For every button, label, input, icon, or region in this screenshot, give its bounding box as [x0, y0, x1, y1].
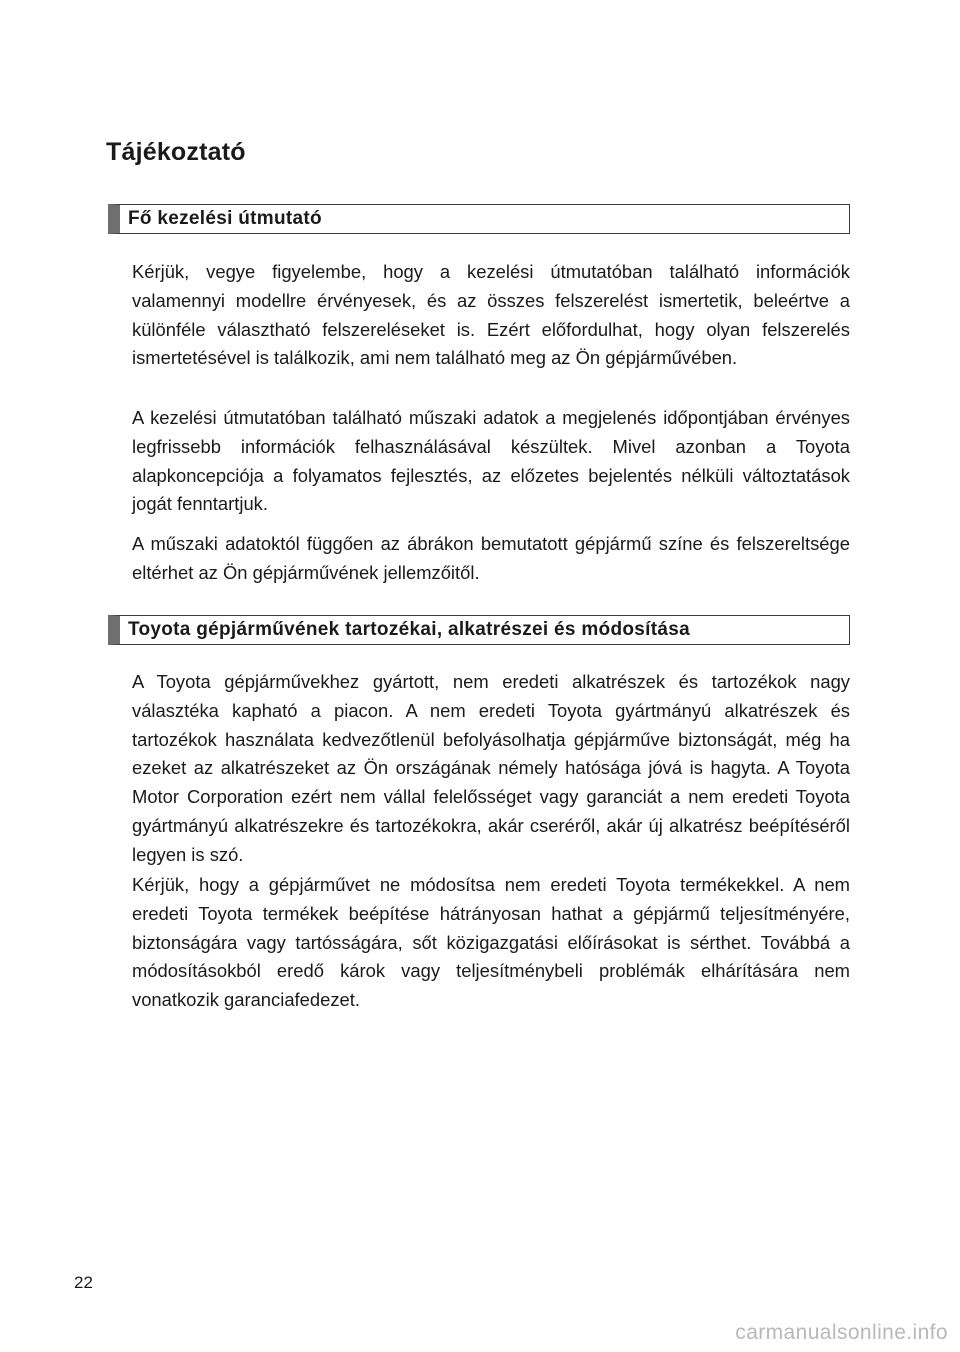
paragraph-color-equipment: A műszaki adatoktól függően az ábrákon bemutatott gépjármű színe és felszereltsége eltérhet az Ön gépjárművének jellemzőitől. [132, 533, 850, 583]
watermark: carmanualsonline.info [735, 1321, 948, 1344]
page-number: 22 [74, 1273, 93, 1292]
paragraph-non-genuine-parts: A Toyota gépjárművekhez gyártott, nem eredeti alkatrészek és tartozékok nagy választéka kapható a piacon. A nem eredeti Toyota gyártmányú alkatrészek és tartozékok használata kedvezőtlenül befolyásolhatja gépjárműve biztonságát, még ha ezeket az alkatrészeket az Ön országának némely hatósága jóvá is hagyta. A Toyota Motor Corporation ezért nem vállal felelősséget vagy garanciát a nem eredeti Toyota gyártmányú alkatrészekre és tartozékokra, akár cseréről, akár új alkatrész beépítéséről legyen is szó. [132, 671, 850, 865]
paragraph-technical-data: A kezelési útmutatóban található műszaki adatok a megjelenés időpontjában érvényes legfrissebb információk felhasználásával készültek. Mivel azonban a Toyota alapkoncepciója a folyamatos fejlesztés, az előzetes bejelentés nélküli változtatások jogát fenntartjuk. [132, 407, 850, 515]
section-heading-main-manual: Fő kezelési útmutató [108, 204, 850, 234]
paragraph-modification-warning: Kérjük, hogy a gépjárművet ne módosítsa nem eredeti Toyota termékekkel. A nem eredeti Toyota termékek beépítése hátrányosan hathat a gépjármű teljesítményére, biztonságára vagy tartósságára, sőt közigazgatási előírásokat is sérthet. Továbbá a módosításokból eredő károk vagy teljesítménybeli problémák elhárítására nem vonatkozik garanciafedezet. [132, 874, 850, 1011]
page-title: Tájékoztató [106, 138, 246, 166]
section-heading-accessories: Toyota gépjárművének tartozékai, alkatrészei és módosítása [108, 615, 850, 645]
paragraph-manual-scope: Kérjük, vegye figyelembe, hogy a kezelési útmutatóban található információk valamennyi modellre érvényesek, és az összes felszerelést ismertetik, beleértve a különféle választható felszereléseket is. Ezért előfordulhat, hogy olyan felszerelés ismertetésével is találkozik, ami nem található meg az Ön gépjárművében. [132, 261, 850, 369]
